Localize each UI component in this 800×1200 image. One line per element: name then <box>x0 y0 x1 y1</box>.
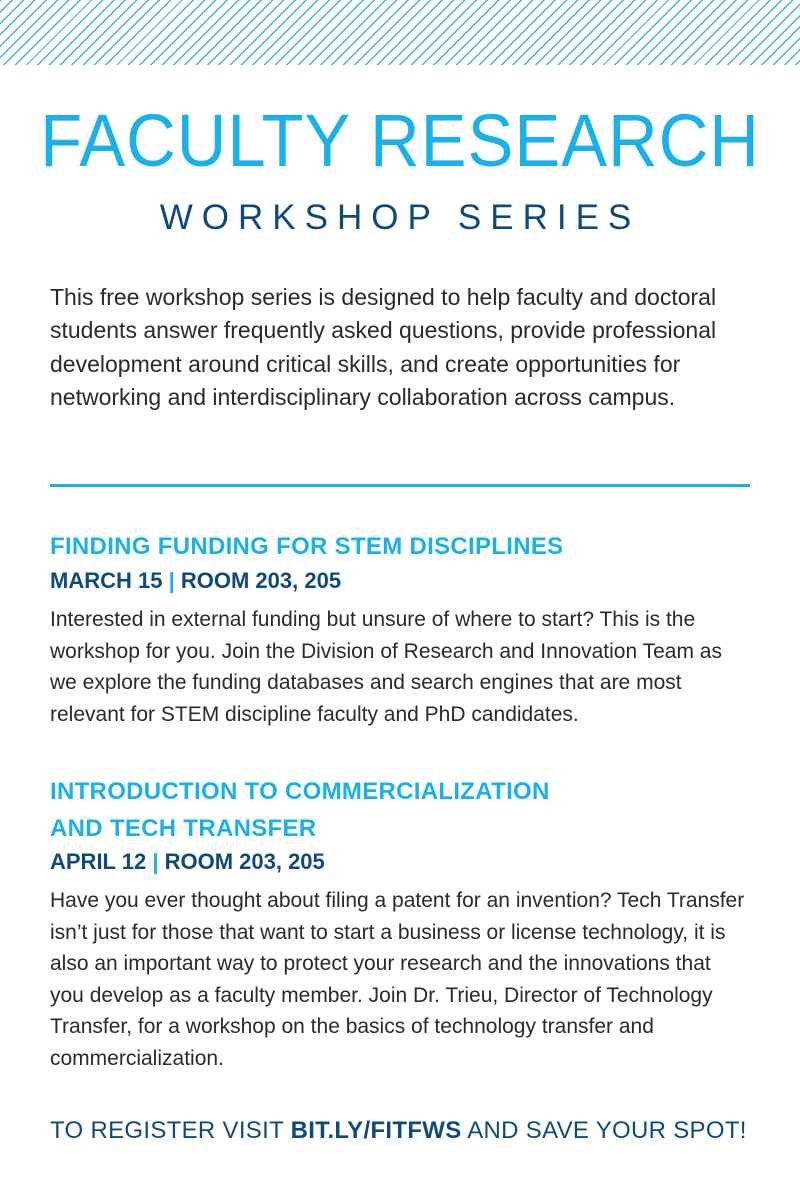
workshop-date-location <box>50 566 341 596</box>
cta-prefix: TO REGISTER VISIT <box>50 1117 291 1144</box>
section-divider <box>50 484 750 487</box>
workshop-room: ROOM 203, 205 <box>180 568 342 593</box>
workshop-date-location <box>50 847 325 877</box>
date-separator: | <box>152 849 159 874</box>
workshop-title <box>50 773 550 847</box>
page-subtitle: WORKSHOP SERIES <box>159 198 641 237</box>
cta-suffix: AND SAVE YOUR SPOT! <box>461 1117 747 1144</box>
workshop-room: ROOM 203, 205 <box>164 849 325 874</box>
workshop-date: MARCH 15 <box>50 568 163 593</box>
workshop-title-line-2: AND TECH TRANSFER <box>50 815 317 842</box>
registration-call-to-action <box>50 1114 747 1148</box>
workshop-title-line: FINDING FUNDING FOR STEM DISCIPLINES <box>50 533 564 560</box>
workshop-title <box>50 528 563 565</box>
intro-paragraph: This free workshop series is designed to help faculty and doctoral students answer frequently asked questions, provide professional development around critical skills, and create opportunities for networking and interdisciplinary collaboration across campus. <box>50 284 717 411</box>
workshop-description: Interested in external funding but unsure of where to start? This is the workshop for you. Join the Division of Research and Innovation Team as we explore the funding databases and search engines that are most relevant for STEM discipline faculty and PhD candidates. <box>50 608 722 726</box>
workshop-date: APRIL 12 <box>50 849 147 874</box>
registration-link[interactable]: BIT.LY/FITFWS <box>290 1117 462 1144</box>
workshop-title-line: INTRODUCTION TO COMMERCIALIZATION <box>50 778 550 805</box>
diagonal-stripe-band <box>0 0 800 65</box>
workshop-description: Have you ever thought about filing a patent for an invention? Tech Transfer isn’t just for those that want to start a business or license technology, it is also an important way to protect your research and the innovations that you develop as a faculty member. Join Dr. Trieu, Director of Technology Transfer, for a workshop on the basics of technology transfer and commercialization. <box>50 889 745 1070</box>
page-title: FACULTY RESEARCH <box>40 99 760 182</box>
date-separator: | <box>168 568 175 593</box>
